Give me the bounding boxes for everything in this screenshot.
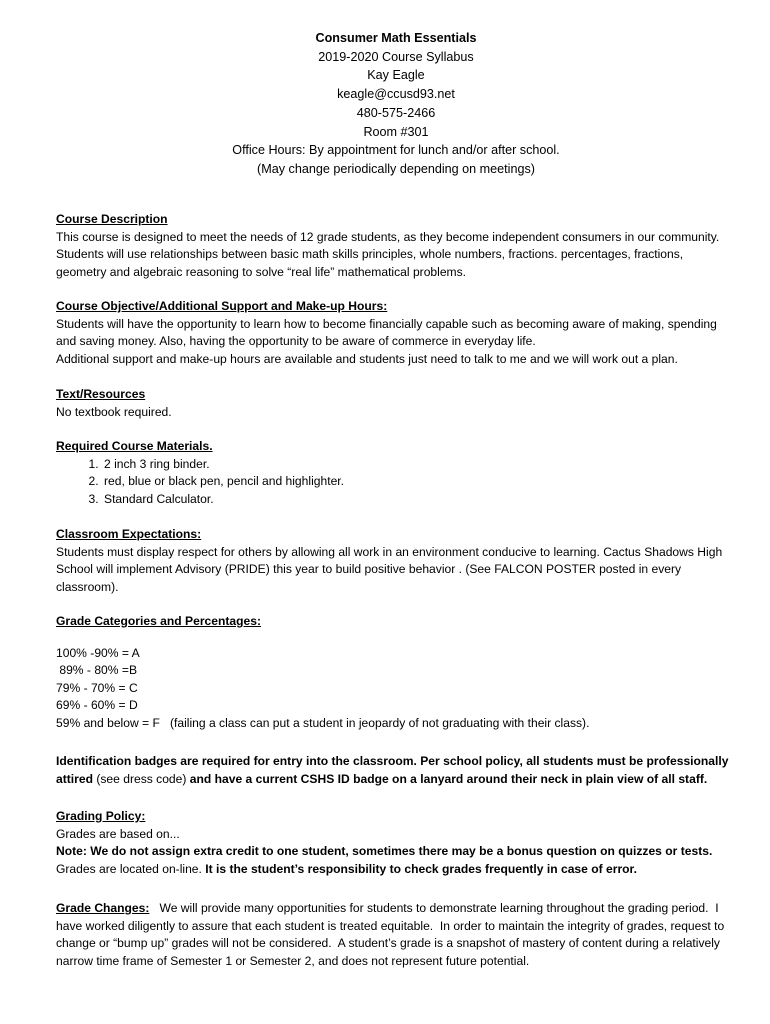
- resources-section: [56, 386, 736, 421]
- expectations-heading: Classroom Expectations:: [56, 527, 202, 541]
- additional-support-body: Additional support and make-up hours are available and students just need to talk to me and we will work out a plan.: [56, 351, 678, 366]
- badges-notice: [56, 753, 736, 788]
- objective-heading: Course Objective/Additional Support and Make-up Hours:: [56, 299, 388, 313]
- resources-heading: Text/Resources: [56, 387, 146, 401]
- badges-text: Identification badges are required for entry into the classroom. Per school policy, all students must be professionally attired (see dress code) and have a current CSHS ID badge on a lanyard around their neck in plain view of all staff.: [56, 754, 729, 786]
- grade-line: 100% -90% = A: [56, 645, 140, 660]
- materials-heading: Required Course Materials.: [56, 439, 213, 453]
- syllabus-header: [56, 29, 736, 179]
- course-description-body: This course is designed to meet the needs of 12 grade students, as they become independent consumers in our community. Students will use relationships between basic math skills principles, whole numbers, fractions. percentages, fractions, geometry and algebraic reasoning to solve “real life” mathematical problems.: [56, 229, 720, 279]
- grade-changes-heading: Grade Changes:: [56, 901, 150, 915]
- course-description-heading: Course Description: [56, 212, 168, 226]
- list-item: 2. red, blue or black pen, pencil and highlighter.: [102, 473, 736, 491]
- grading-policy-note: Note: We do not assign extra credit to one student, sometimes there may be a bonus question on quizzes or tests.: [56, 844, 713, 859]
- materials-section: [56, 438, 736, 508]
- grade-line: 59% and below = F (failing a class can put a student in jeopardy of not graduating with their class).: [56, 715, 590, 730]
- objective-section: [56, 298, 736, 368]
- expectations-section: [56, 526, 736, 596]
- grade-line: 89% - 80% =B: [56, 663, 138, 678]
- grade-line: 69% - 60% = D: [56, 698, 138, 713]
- list-item: 1. 2 inch 3 ring binder.: [102, 456, 736, 474]
- grading-policy-section: [56, 808, 736, 878]
- office-hours: Office Hours: By appointment for lunch and/or after school.: [232, 143, 560, 158]
- list-item: 3. Standard Calculator.: [102, 491, 736, 509]
- grade-categories-heading: Grade Categories and Percentages:: [56, 614, 261, 628]
- grade-categories-section: [56, 613, 736, 733]
- course-subtitle: 2019-2020 Course Syllabus: [318, 49, 474, 64]
- teacher-name: Kay Eagle: [367, 68, 425, 83]
- expectations-body: Students must display respect for others by allowing all work in an environment conducive to learning. Cactus Shadows High School will implement Advisory (PRIDE) this year to build positive behavior . (See FALCON POSTER posted in every classroom).: [56, 544, 723, 594]
- resources-body: No textbook required.: [56, 404, 172, 419]
- teacher-phone: 480-575-2466: [356, 105, 436, 120]
- office-hours-note: (May change periodically depending on meetings): [257, 161, 535, 176]
- materials-list: [56, 456, 736, 509]
- course-title: Consumer Math Essentials: [315, 31, 477, 45]
- grade-changes-section: [56, 900, 736, 970]
- grade-line: 79% - 70% = C: [56, 680, 138, 695]
- grading-policy-heading: Grading Policy:: [56, 809, 146, 823]
- objective-body: Students will have the opportunity to learn how to become financially capable such as becoming aware of making, spending and saving money. Also, having the opportunity to be aware of commerce in everyday life.: [56, 316, 717, 349]
- course-description-section: [56, 211, 736, 281]
- grade-changes-body: Grade Changes: We will provide many opportunities for students to demonstrate learning throughout the grading period. I have worked diligently to assure that each student is treated equitable. In order to maintain the integrity of grades, request to change or “bump up” grades will not be considered. A student’s grade is a snapshot of mastery of content during a relatively narrow time frame of Semester 1 or Semester 2, and does not represent future potential.: [56, 901, 728, 968]
- teacher-email: keagle@ccusd93.net: [337, 87, 455, 102]
- grading-policy-intro: Grades are based on...: [56, 826, 180, 841]
- room-number: Room #301: [363, 124, 429, 139]
- grading-policy-online: Grades are located on-line. It is the student’s responsibility to check grades frequently in case of error.: [56, 861, 637, 876]
